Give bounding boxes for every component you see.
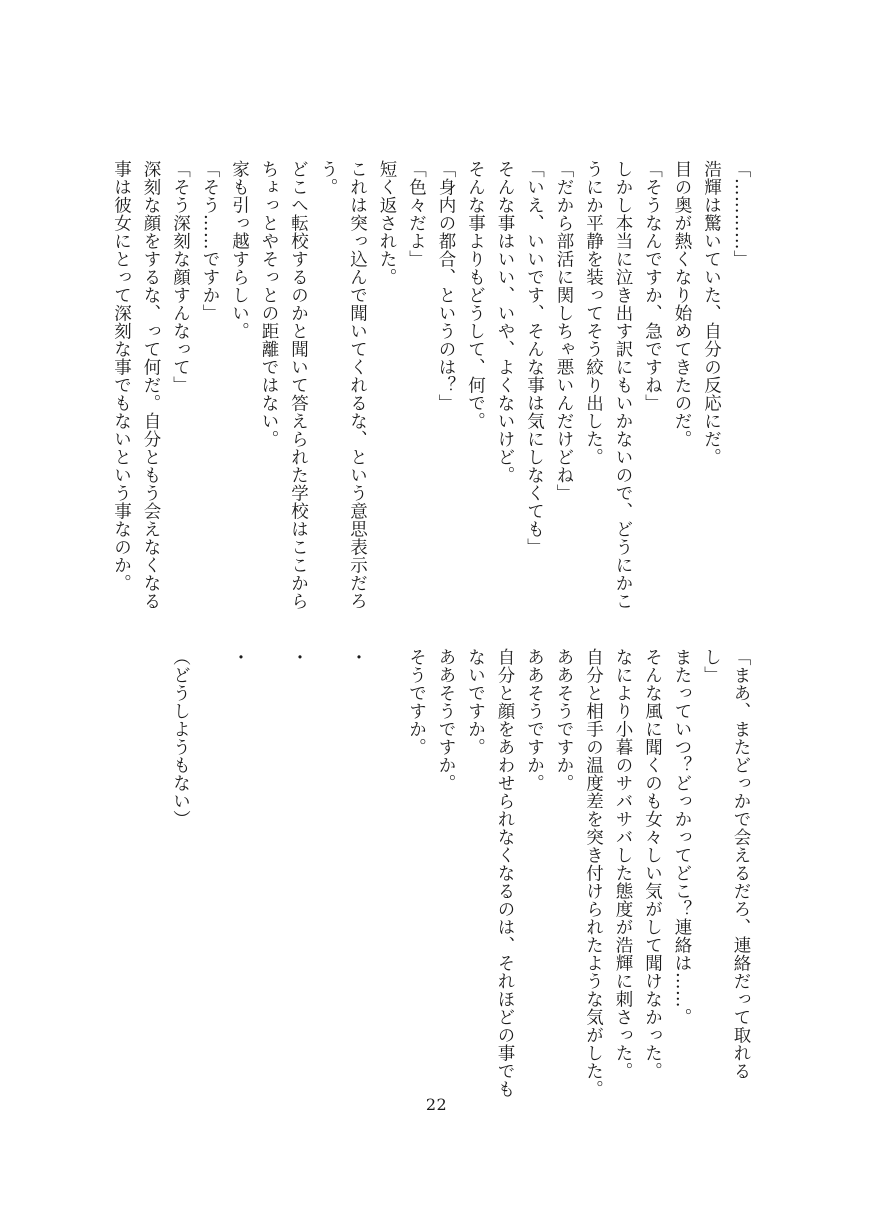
text-column: 「…………」 — [731, 160, 751, 268]
text-column: 「まあ、またどっかで会えるだろ、連絡だって取れる — [731, 648, 751, 1080]
text-column: そんな風に聞くのも女々しい気がして聞けなかった。 — [642, 648, 663, 1080]
blank-column — [372, 648, 402, 1086]
text-column: 「いえ、いいです、そんな事は気にしなくても」 — [524, 160, 545, 556]
text-column: 自分と相手の温度差を突き付けられたような気がした。 — [583, 648, 604, 1098]
text-column: 「身内の都合、というのは？」 — [436, 160, 456, 412]
text-column: 家も引っ越すらしい。 — [229, 160, 250, 340]
text-column: どこへ転校するのかと聞いて答えられた学校はここから — [288, 160, 309, 610]
scene-break-dot: ・ — [288, 648, 309, 666]
page-number: 22 — [425, 1095, 448, 1114]
text-column: またっていつ？どっかってどこ？連絡は……。 — [672, 648, 692, 1026]
text-column: 事は彼女にとって深刻な事でもないという事なのか。 — [111, 160, 132, 592]
text-column: 浩輝は驚いていた、自分の反応にだ。 — [701, 160, 722, 466]
upper-text-block — [111, 160, 755, 610]
text-column: （どうしようもない） — [170, 648, 191, 828]
text-column: これは突っ込んで聞いてくれるな、という意思表示だろ — [347, 160, 368, 610]
text-column: ああそうですか。 — [524, 648, 545, 792]
scene-break-dot: ・ — [347, 648, 368, 666]
text-column: そんな事よりもどうして、何で。 — [465, 160, 486, 430]
text-column: ああそうですか。 — [436, 648, 456, 792]
text-column: う。 — [318, 160, 338, 196]
text-column: ないですか。 — [465, 648, 486, 756]
scene-break-dot: ・ — [229, 648, 250, 666]
text-column: 「そうなんですか、急ですね」 — [642, 160, 663, 412]
text-column: 「そう深刻な顔すんなって」 — [170, 160, 191, 394]
blank-column — [254, 648, 284, 1086]
text-column: 深刻な顔をするな、って何だ。自分ともう会えなくなる — [141, 160, 161, 610]
text-column: 自分と顔をあわせられなくなるのは、それほどの事でも — [495, 648, 515, 1098]
text-column: そうですか。 — [406, 648, 427, 756]
text-column: 短く返された。 — [377, 160, 397, 286]
text-column: 「だから部活に関しちゃ悪いんだけどね」 — [554, 160, 574, 502]
text-column: なにより小暮のサバサバした態度が浩輝に刺さった。 — [613, 648, 633, 1080]
lower-text-block — [135, 648, 755, 1098]
text-column: 目の奥が熱くなり始めてきたのだ。 — [672, 160, 692, 448]
text-column: 「色々だよ」 — [406, 160, 427, 268]
text-column: ああそうですか。 — [554, 648, 574, 792]
text-column: し」 — [701, 648, 722, 684]
text-column: しかし本当に泣き出す訳にもいかないので、どうにかこ — [613, 160, 633, 610]
blank-column — [195, 648, 225, 1086]
text-column: 「そう……ですか」 — [200, 160, 220, 322]
text-column: ちょっとやそっとの距離ではない。 — [259, 160, 279, 448]
blank-column — [313, 648, 343, 1086]
text-column: うにか平静を装ってそう絞り出した。 — [583, 160, 604, 466]
text-column: そんな事はいい、いや、よくないけど。 — [495, 160, 515, 484]
